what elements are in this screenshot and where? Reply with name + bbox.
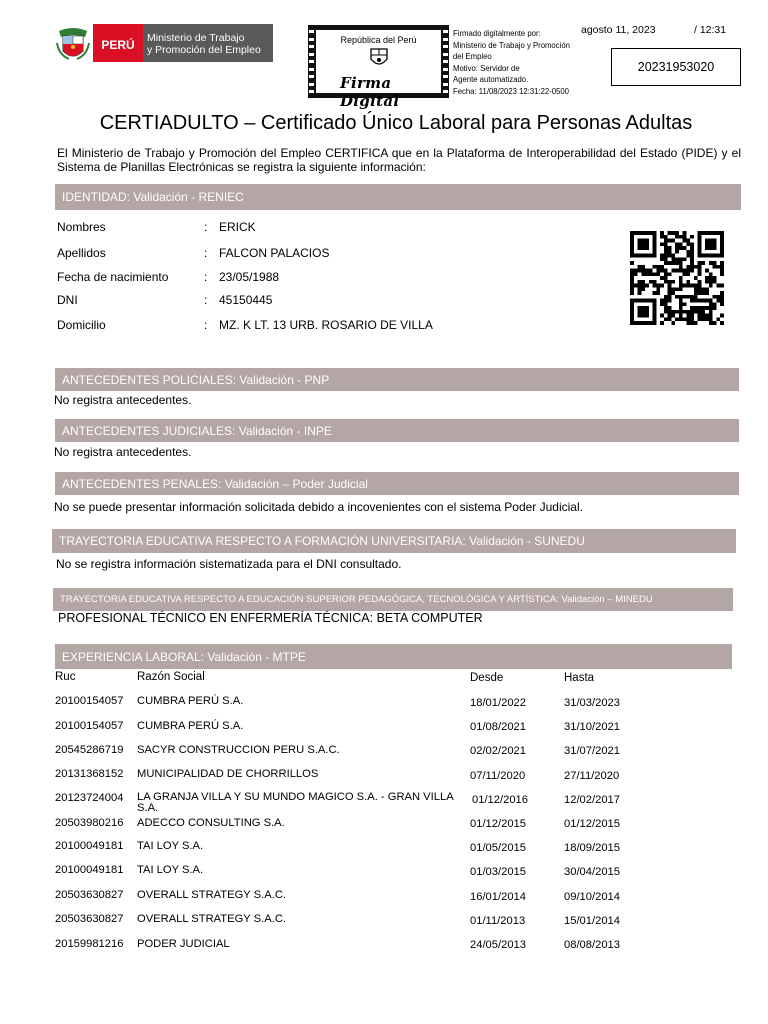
field-label: DNI (57, 293, 78, 307)
issue-time: / 12:31 (694, 24, 727, 36)
film-hole (443, 45, 448, 48)
field-label: Fecha de nacimiento (57, 270, 169, 284)
cell-from: 01/11/2013 (470, 915, 526, 927)
cell-company: MUNICIPALIDAD DE CHORRILLOS (137, 768, 319, 780)
cell-to: 31/10/2021 (564, 721, 620, 733)
ministry-line-1: Ministerio de Trabajo (147, 32, 245, 44)
cell-from: 07/11/2020 (470, 770, 526, 782)
cell-from: 01/12/2016 (472, 794, 528, 806)
field-value-address: MZ. K LT. 13 URB. ROSARIO DE VILLA (219, 318, 433, 332)
penal-record-text: No se puede presentar información solicitada debido a incovenientes con el sistema Poder Judicial. (54, 500, 583, 514)
cell-to: 27/11/2020 (564, 770, 620, 782)
section-header-employment: EXPERIENCIA LABORAL: Validación - MTPE (55, 644, 732, 669)
cell-to: 01/12/2015 (564, 818, 620, 830)
higher-education-text: PROFESIONAL TÉCNICO EN ENFERMERÍA TÉCNICA: BETA COMPUTER (58, 611, 483, 625)
cell-company: CUMBRA PERÚ S.A. (137, 695, 244, 707)
cell-ruc: 20100049181 (55, 864, 124, 876)
page-title: CERTIADULTO – Certificado Único Laboral para Personas Adultas (99, 112, 693, 134)
field-value-birthdate: 23/05/1988 (219, 270, 280, 284)
signature-line: Firmado digitalmente por: (453, 28, 541, 38)
cell-to: 18/09/2015 (564, 842, 620, 854)
cell-company: TAI LOY S.A. (137, 864, 204, 876)
cell-from: 18/01/2022 (470, 697, 526, 709)
cell-company: TAI LOY S.A. (137, 840, 204, 852)
cell-to: 09/10/2014 (564, 891, 620, 903)
cell-from: 01/08/2021 (470, 721, 526, 733)
section-header-judicial: ANTECEDENTES JUDICIALES: Validación - INPE (55, 419, 739, 442)
film-hole (309, 90, 314, 93)
cell-to: 08/08/2013 (564, 939, 620, 951)
cell-ruc: 20100154057 (55, 695, 124, 707)
cell-ruc: 20545286719 (55, 744, 124, 756)
coat-of-arms-icon (57, 28, 89, 59)
cell-ruc: 20100154057 (55, 720, 124, 732)
judicial-record-text: No registra antecedentes. (54, 445, 192, 459)
film-hole (443, 90, 448, 93)
cell-to: 31/07/2021 (564, 745, 620, 757)
seal-label: Firma Digital (340, 74, 400, 110)
cell-ruc: 20159981216 (55, 938, 124, 950)
field-colon: : (204, 293, 208, 307)
column-header-company: Razón Social (137, 671, 205, 683)
field-value-names: ERICK (219, 220, 256, 234)
intro-paragraph: El Ministerio de Trabajo y Promoción del Empleo CERTIFICA que en la Plataforma de Interoperabilidad del Estado (PIDE) y el Sistema de Planillas Electrónicas se registra la siguiente información: (57, 146, 741, 174)
cell-company: CUMBRA PERÚ S.A. (137, 720, 244, 732)
field-colon: : (204, 270, 208, 284)
field-colon: : (204, 220, 208, 234)
cell-to: 12/02/2017 (564, 794, 620, 806)
cell-ruc: 20503630827 (55, 889, 124, 901)
film-hole (309, 68, 314, 71)
cell-company: PODER JUDICIAL (137, 938, 230, 950)
cell-company: SACYR CONSTRUCCION PERU S.A.C. (137, 744, 340, 756)
cell-from: 01/12/2015 (470, 818, 526, 830)
cell-company: LA GRANJA VILLA Y SU MUNDO MAGICO S.A. - GRAN VILLA S.A. (137, 791, 454, 814)
cell-from: 16/01/2014 (470, 891, 526, 903)
film-hole (443, 38, 448, 41)
cell-to: 15/01/2014 (564, 915, 620, 927)
cell-company: OVERALL STRATEGY S.A.C. (137, 889, 287, 901)
cell-ruc: 20503630827 (55, 913, 124, 925)
digital-signature-seal (308, 25, 449, 110)
field-value-surnames: FALCON PALACIOS (219, 246, 330, 260)
film-hole (309, 60, 314, 63)
police-record-text: No registra antecedentes. (54, 393, 192, 407)
field-label: Apellidos (57, 246, 106, 260)
section-header-university: TRAYECTORIA EDUCATIVA RESPECTO A FORMACIÓN UNIVERSITARIA: Validación - SUNEDU (52, 529, 736, 553)
cell-ruc: 20131368152 (55, 768, 124, 780)
cell-ruc: 20100049181 (55, 840, 124, 852)
section-header-police: ANTECEDENTES POLICIALES: Validación - PNP (55, 368, 739, 391)
university-text: No se registra información sistematizada para el DNI consultado. (56, 557, 402, 571)
film-hole (309, 53, 314, 56)
cell-to: 30/04/2015 (564, 866, 620, 878)
film-hole (443, 83, 448, 86)
signature-details (453, 28, 584, 97)
signature-line: Agente automatizado. (453, 74, 529, 84)
film-hole (443, 53, 448, 56)
field-colon: : (204, 246, 208, 260)
column-header-to: Hasta (564, 672, 595, 684)
cell-ruc: 20123724004 (55, 792, 124, 804)
column-header-from: Desde (470, 672, 504, 684)
film-hole (309, 38, 314, 41)
cell-from: 02/02/2021 (470, 745, 526, 757)
signature-line: Motivo: Servidor de (453, 62, 520, 73)
country-label: PERÚ (101, 38, 135, 52)
certificate-code: 20231953020 (611, 48, 741, 86)
film-hole (443, 30, 448, 33)
ministry-logo (55, 23, 273, 63)
field-value-dni: 45150445 (219, 293, 273, 307)
film-hole (443, 68, 448, 71)
film-hole (443, 60, 448, 63)
film-hole (443, 75, 448, 78)
cell-from: 01/03/2015 (470, 866, 526, 878)
ministry-line-2: y Promoción del Empleo (147, 44, 261, 56)
cell-company: ADECCO CONSULTING S.A. (137, 817, 285, 829)
field-label: Domicilio (57, 318, 106, 332)
field-label: Nombres (57, 220, 106, 234)
signature-line: del Empleo (453, 51, 492, 61)
signature-line: Fecha: 11/08/2023 12:31:22-0500 (453, 85, 569, 96)
cell-ruc: 20503980216 (55, 817, 124, 829)
film-hole (309, 30, 314, 33)
film-hole (309, 45, 314, 48)
cell-company: OVERALL STRATEGY S.A.C. (137, 913, 287, 925)
shield-icon (369, 47, 389, 69)
film-hole (309, 75, 314, 78)
section-header-higher-education: TRAYECTORIA EDUCATIVA RESPECTO A EDUCACIÓN SUPERIOR PEDAGÓGICA, TECNOLÓGICA Y ARTÍSTICA: Validación – MINEDU (53, 588, 733, 611)
column-header-ruc: Ruc (55, 671, 76, 683)
qr-code (627, 231, 727, 325)
cell-from: 24/05/2013 (470, 939, 526, 951)
section-header-penal: ANTECEDENTES PENALES: Validación – Poder Judicial (55, 472, 739, 495)
seal-country: República del Perú (340, 35, 417, 45)
field-colon: : (204, 318, 208, 332)
signature-line: Ministerio de Trabajo y Promoción (453, 39, 570, 50)
film-hole (309, 83, 314, 86)
cell-to: 31/03/2023 (564, 697, 620, 709)
issue-date: agosto 11, 2023 (581, 24, 656, 36)
section-header-identity: IDENTIDAD: Validación - RENIEC (55, 184, 741, 210)
cell-from: 01/05/2015 (470, 842, 526, 854)
